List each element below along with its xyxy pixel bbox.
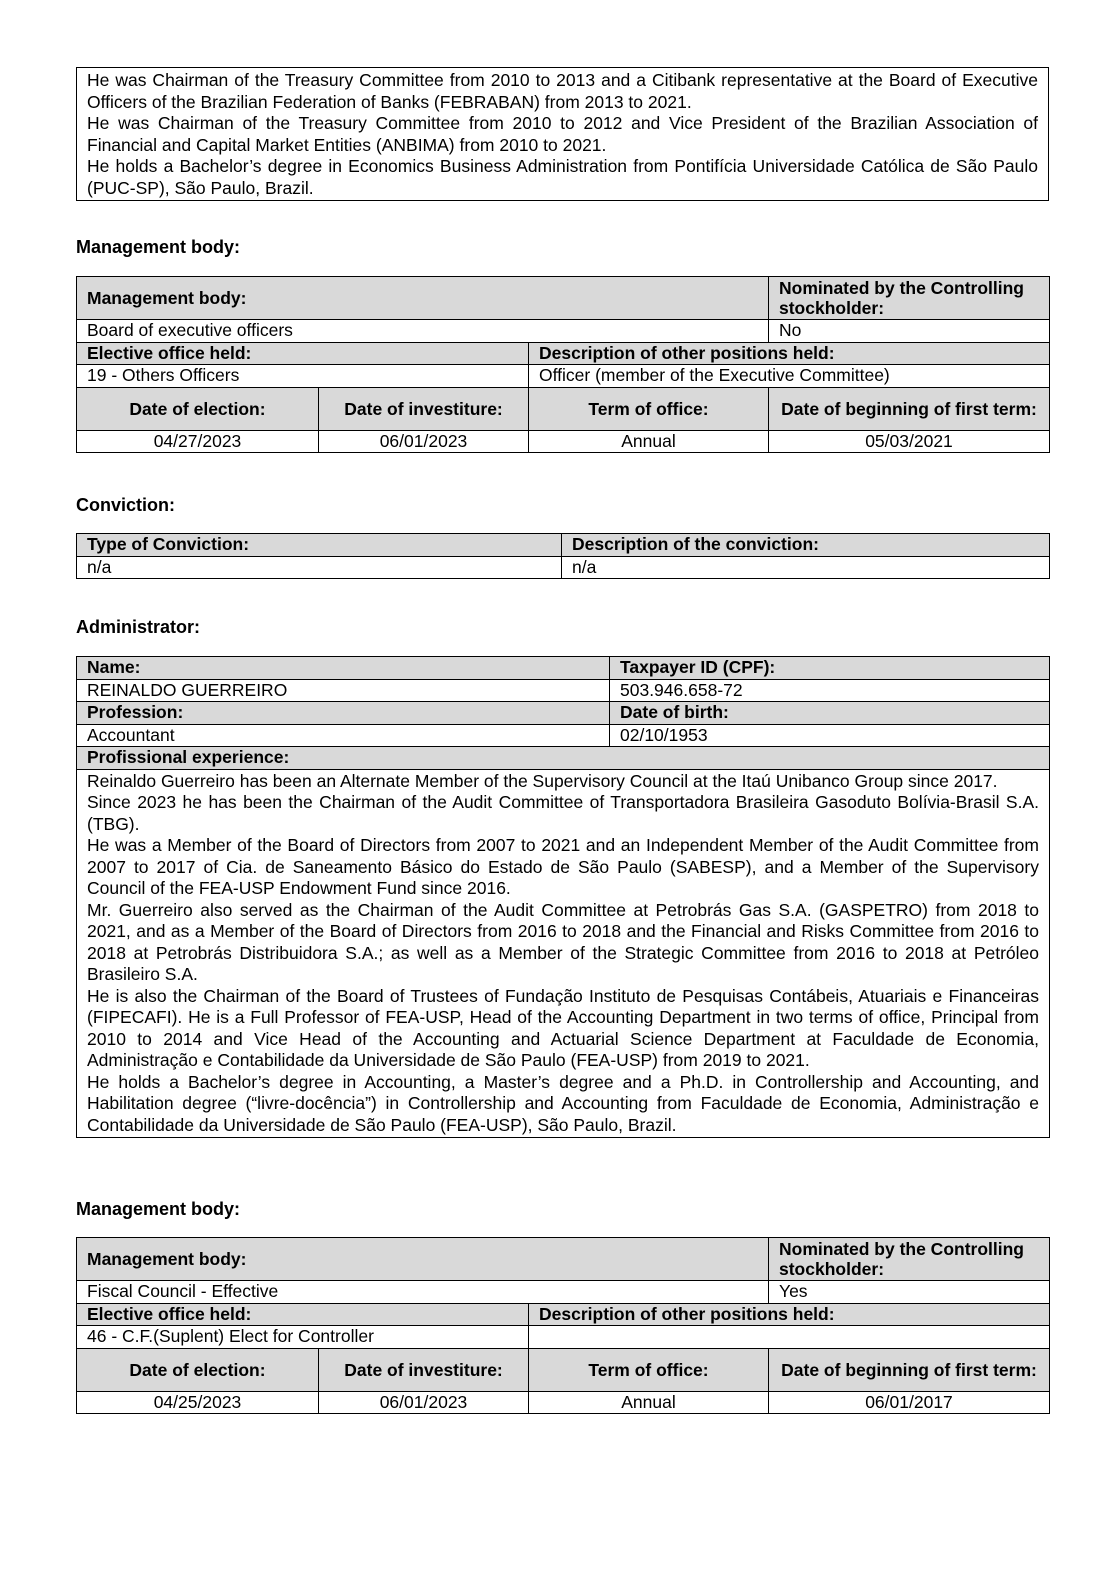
label-date-election: Date of election:: [77, 1348, 319, 1391]
section-title-administrator: Administrator:: [76, 617, 201, 637]
section-title-management-1: Management body:: [76, 237, 241, 257]
label-nominated: Nominated by the Controlling stockholder:: [769, 1238, 1050, 1281]
label-date-investiture: Date of investiture:: [319, 387, 529, 430]
label-date-election: Date of election:: [77, 387, 319, 430]
experience-paragraph: He was a Member of the Board of Directors from 2007 to 2021 and an Independent Member of the Audit Committee from 2007 to 2017 of Cia. de Saneamento Básico do Estado de São Paulo (SABESP), and a Member of the Supervisory Council of the FEA-USP Endowment Fund since 2016.: [87, 835, 1039, 898]
top-bio-cell: [77, 68, 1049, 201]
elective-office-value: 19 - Others Officers: [77, 365, 529, 388]
label-conviction-description: Description of the conviction:: [562, 534, 1050, 557]
bio-paragraph: He was Chairman of the Treasury Committee from 2010 to 2013 and a Citibank representative at the Board of Executive Officers of the Brazilian Federation of Banks (FEBRABAN) from 2013 to 2021.: [87, 70, 1038, 112]
management-body-value: Fiscal Council - Effective: [77, 1281, 769, 1304]
name-value: REINALDO GUERREIRO: [77, 679, 610, 702]
other-positions-value: Officer (member of the Executive Committee): [529, 365, 1050, 388]
management-body-value: Board of executive officers: [77, 320, 769, 343]
nominated-value: No: [769, 320, 1050, 343]
label-profession: Profession:: [77, 702, 610, 725]
date-election-value: 04/25/2023: [77, 1391, 319, 1414]
label-cpf: Taxpayer ID (CPF):: [610, 657, 1050, 680]
label-term-office: Term of office:: [529, 1348, 769, 1391]
label-nominated: Nominated by the Controlling stockholder:: [769, 277, 1050, 320]
elective-office-value: 46 - C.F.(Suplent) Elect for Controller: [77, 1326, 529, 1349]
management-table-2: [76, 1237, 1049, 1414]
label-management-body: Management body:: [77, 1238, 769, 1281]
bio-paragraph: He was Chairman of the Treasury Committee from 2010 to 2012 and Vice President of the Brazilian Association of Financial and Capital Market Entities (ANBIMA) from 2010 to 2021.: [87, 113, 1038, 155]
experience-cell: [77, 769, 1050, 1138]
bio-paragraph: He holds a Bachelor’s degree in Economics Business Administration from Pontifícia Universidade Católica de São Paulo (PUC-SP), São Paulo, Brazil.: [87, 156, 1038, 198]
label-conviction-type: Type of Conviction:: [77, 534, 562, 557]
nominated-value: Yes: [769, 1281, 1050, 1304]
term-office-value: Annual: [529, 430, 769, 453]
experience-paragraph: He is also the Chairman of the Board of Trustees of Fundação Instituto de Pesquisas Contábeis, Atuariais e Financeiras (FIPECAFI). He is a Full Professor of FEA-USP, Head of the Accounting Department in two terms of office, Principal from 2010 to 2014 and Vice Head of the Accounting and Actuarial Science Department at Faculdade de Economia, Administração e Contabilidade da Universidade de São Paulo (FEA-USP) from 2019 to 2021.: [87, 985, 1039, 1070]
label-birth: Date of birth:: [610, 702, 1050, 725]
date-investiture-value: 06/01/2023: [319, 430, 529, 453]
experience-paragraph: He holds a Bachelor’s degree in Accounting, a Master’s degree and a Ph.D. in Controllership and Accounting, and Habilitation degree (“livre-docência”) in Controllership and Accounting from Faculdade de Economia, Administração e Contabilidade da Universidade de São Paulo (FEA-USP), São Paulo, Brazil.: [87, 1071, 1039, 1135]
first-term-value: 06/01/2017: [769, 1391, 1050, 1414]
other-positions-value: [529, 1326, 1050, 1349]
term-office-value: Annual: [529, 1391, 769, 1414]
experience-paragraph: Mr. Guerreiro also served as the Chairman of the Audit Committee at Petrobrás Gas S.A. (GASPETRO) from 2018 to 2021, and as a Member of the Board of Directors from 2016 to 2018 and the Financial and Risks Committee from 2016 to 2018 at Petrobrás Distribuidora S.A.; as well as a Member of the Strategic Committee from 2016 to 2018 at Petróleo Brasileiro S.A.: [87, 899, 1039, 984]
birth-value: 02/10/1953: [610, 724, 1050, 747]
date-election-value: 04/27/2023: [77, 430, 319, 453]
experience-paragraph: Reinaldo Guerreiro has been an Alternate Member of the Supervisory Council at the Itaú Unibanco Group since 2017.: [87, 770, 998, 791]
label-other-positions: Description of other positions held:: [529, 1303, 1050, 1326]
label-management-body: Management body:: [77, 277, 769, 320]
section-title-conviction: Conviction:: [76, 495, 175, 515]
label-first-term: Date of beginning of first term:: [769, 387, 1050, 430]
label-elective-office: Elective office held:: [77, 1303, 529, 1326]
conviction-type-value: n/a: [77, 556, 562, 579]
conviction-table: [76, 533, 1049, 579]
label-term-office: Term of office:: [529, 387, 769, 430]
top-bio-box: [76, 67, 1049, 201]
administrator-table: [76, 656, 1049, 1138]
cpf-value: 503.946.658-72: [610, 679, 1050, 702]
first-term-value: 05/03/2021: [769, 430, 1050, 453]
management-table-1: [76, 276, 1049, 453]
label-name: Name:: [77, 657, 610, 680]
section-title-management-2: Management body:: [76, 1199, 241, 1219]
date-investiture-value: 06/01/2023: [319, 1391, 529, 1414]
label-experience: Profissional experience:: [77, 747, 1050, 770]
label-date-investiture: Date of investiture:: [319, 1348, 529, 1391]
experience-paragraph: Since 2023 he has been the Chairman of the Audit Committee of Transportadora Brasileira Gasoduto Bolívia-Brasil S.A. (TBG).: [87, 792, 1039, 834]
label-elective-office: Elective office held:: [77, 342, 529, 365]
label-other-positions: Description of other positions held:: [529, 342, 1050, 365]
label-first-term: Date of beginning of first term:: [769, 1348, 1050, 1391]
conviction-description-value: n/a: [562, 556, 1050, 579]
profession-value: Accountant: [77, 724, 610, 747]
